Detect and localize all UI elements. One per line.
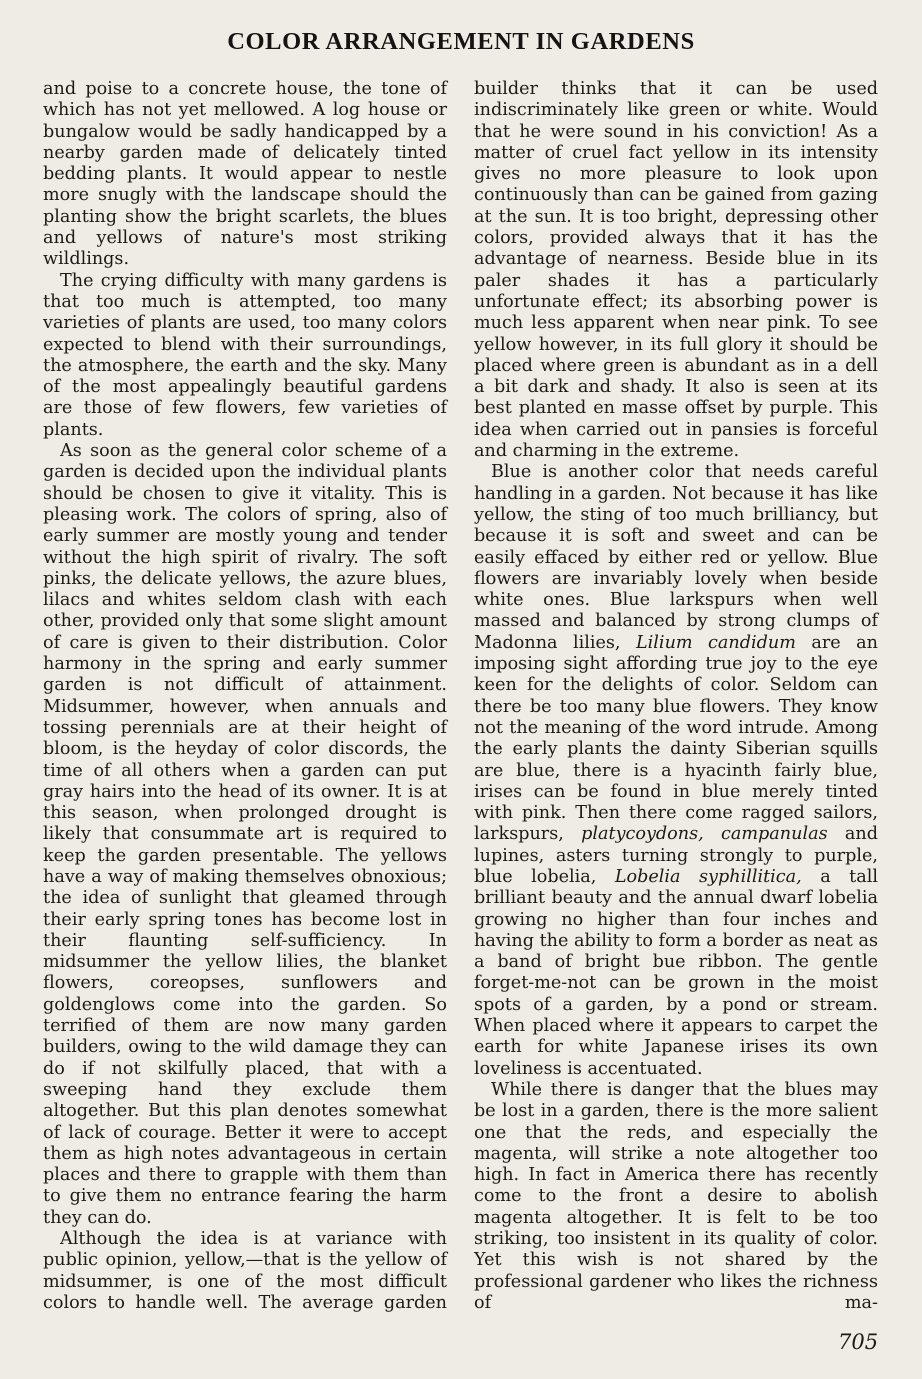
paragraph: While there is danger that the blues may be lost in a garden, there is the more salient one that the reds, and especially the magenta, will strike a note altogether too high. In fact in America there has recently come to the front a desire to abolish magenta altogether. It is felt to be too striking, too insistent in its quality of color. Yet this wish is not shared by the professional gardener who likes the richness of ma- xyxy=(474,1079,878,1313)
page-title: COLOR ARRANGEMENT IN GARDENS xyxy=(227,28,695,55)
paragraph: As soon as the general color scheme of a garden is decided upon the individual plants should be chosen to give it vitality. This is pleasing work. The colors of spring, also of early summer are mostly young and tender without the high spirit of rivalry. The soft pinks, the delicate yellows, the azure blues, lilacs and whites seldom clash with each other, provided only that some slight amount of care is given to their distribution. Color harmony in the spring and early summer garden is not difficult of attainment. Midsummer, however, when annuals and tossing perennials are at their height of bloom, is the heyday of color discords, the time of all others when a garden can put gray hairs into the head of its owner. It is at this season, when prolonged drought is likely that consummate art is required to keep the garden presentable. The yellows have a way of making themselves obnoxious; the idea of sunlight that gleamed through their early spring tones has become lost in their flaunting self-sufficiency. In midsummer the yellow lilies, the blanket flowers, coreopses, sunflowers and goldenglows come into the garden. So terrified of them are now many garden builders, owing to the wild damage they can do if not skilfully placed, that with a sweeping hand they exclude them altogether. But this plan denotes somewhat of lack of courage. Better it were to accept them as high notes advantageous in certain places and there to grapple with them than to give them no entrance fearing the harm they can do. xyxy=(43,441,447,1228)
botanical-name: Lobelia syphillitica, xyxy=(614,866,802,887)
text-run: Blue is another color that needs careful handling in a garden. Not because it has like yellow, the sting of too much brilliancy, but because it is soft and sweet and can be easily effaced by either red or yellow. Blue flowers are invariably lovely when beside white ones. Blue larkspurs when well massed and balanced by strong clumps of Madonna lilies, xyxy=(474,462,878,653)
text-run: and lupines, asters turning strongly to purple, blue lobelia, xyxy=(474,824,878,887)
text-run: a tall brilliant beauty and the annual dwarf lobelia growing no higher than four inches and having the ability to form a border as neat as a band of bright bue ribbon. The gentle forget-me-not can be grown in the moist spots of a garden, by a pond or stream. When placed where it appears to carpet the earth for white Japanese irises its own loveliness is accentuated. xyxy=(474,866,878,1079)
paragraph: Although the idea is at variance with public opinion, yellow,—that is the yellow of midsummer, is one of the most difficult colors to handle well. The average garden xyxy=(43,1229,447,1313)
right-column xyxy=(474,79,878,1314)
botanical-name: platycoydons, campanulas xyxy=(581,824,828,845)
page-number: 705 xyxy=(838,1330,879,1354)
paragraph: The crying difficulty with many gardens is that too much is attempted, too many varieties of plants are used, too many colors expected to blend with their surroundings, the atmosphere, the earth and the sky. Many of the most appealingly beautiful gardens are those of few flowers, few varieties of plants. xyxy=(43,270,447,440)
left-column xyxy=(43,79,447,1314)
paragraph: builder thinks that it can be used indiscriminately like green or white. Would that he were sound in his conviction! As a matter of cruel fact yellow in its intensity gives no more pleasure to look upon continuously than can be gained from gazing at the sun. It is too bright, depressing other colors, provided always that it has the advantage of nearness. Beside blue in its paler shades it has a particularly unfortunate effect; its absorbing power is much less apparent when near pink. To see yellow however, in its full glory it should be placed where green is abundant as in a dell a bit dark and shady. It also is seen at its best planted en masse offset by purple. This idea when carried out in pansies is forceful and charming in the extreme. xyxy=(474,79,878,462)
paragraph xyxy=(474,462,878,1080)
text-run: are an imposing sight affording true joy to the eye keen for the delights of color. Seldom can there be too many blue flowers. They know not the meaning of the word intrude. Among the early plants the dainty Siberian squills are blue, there is a hyacinth fairly blue, irises can be found in blue merely tinted with pink. Then there come ragged sailors, larkspurs, xyxy=(474,632,878,845)
paragraph: and poise to a concrete house, the tone of which has not yet mellowed. A log house or bungalow would be sadly handicapped by a nearby garden made of delicately tinted bedding plants. It would appear to nestle more snugly with the landscape should the planting show the bright scarlets, the blues and yellows of nature's most striking wildlings. xyxy=(43,79,447,270)
botanical-name: Lilium candidum xyxy=(636,632,796,653)
